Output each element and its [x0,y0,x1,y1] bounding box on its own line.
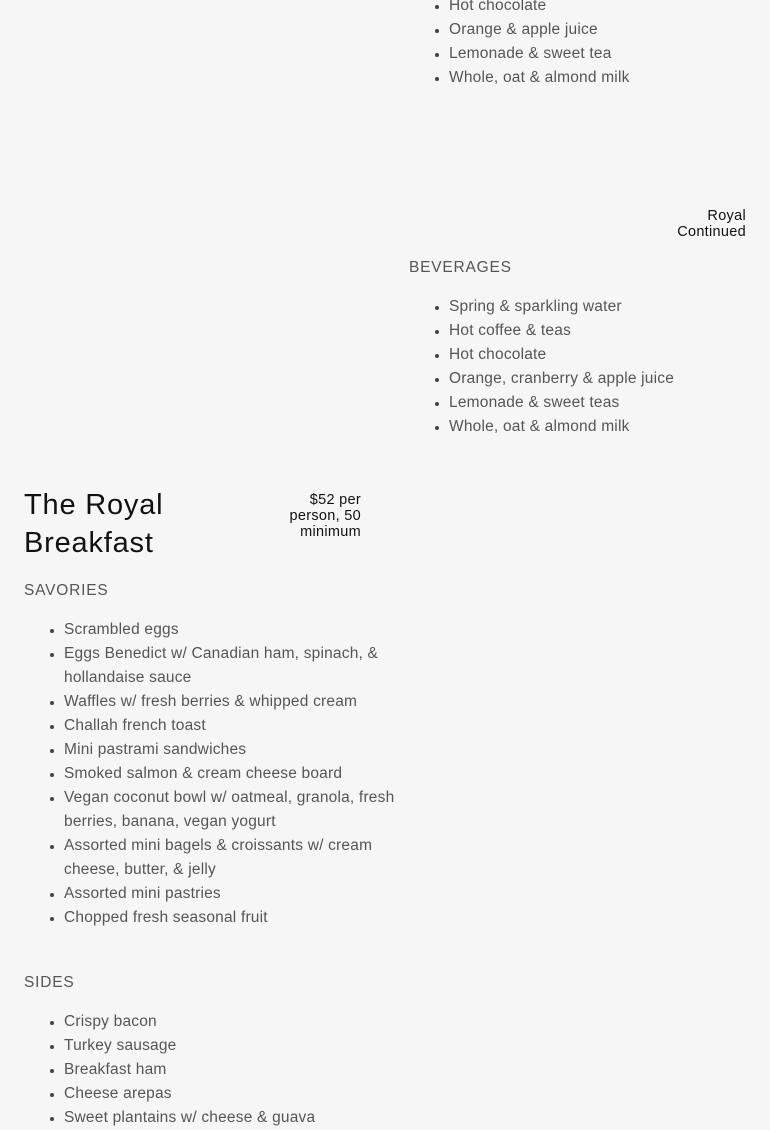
list-item: • Orange, cranberry & apple juice [449,367,770,391]
price-line-1: $52 per [309,492,361,508]
sides-heading: SIDES [24,974,75,991]
list-item: • Assorted mini pastries [64,882,404,906]
list-item: • Mini pastrami sandwiches [64,738,404,762]
savories-list [24,618,404,930]
list-item: • Breakfast ham [64,1058,404,1082]
list-item: • Turkey sausage [64,1034,404,1058]
list-item: • Lemonade & sweet teas [449,391,770,415]
list-item: • Hot coffee & teas [449,319,770,343]
price-note [240,492,361,540]
list-item: • Orange & apple juice [449,18,770,42]
continued-line-1: Royal [707,208,746,224]
list-item: • Hot chocolate [449,343,770,367]
menu-title-line-2: Breakfast [24,527,154,559]
continued-note [600,208,746,240]
beverages-heading: BEVERAGES [409,259,512,276]
list-item: • Assorted mini bagels & croissants w/ cream cheese, butter, & jelly [64,834,404,882]
list-item: • Cheese arepas [64,1082,404,1106]
list-item: • Crispy bacon [64,1010,404,1034]
list-item: • Whole, oat & almond milk [449,415,770,439]
top-beverages-list [409,0,770,90]
beverages-list [409,295,770,439]
list-item: • Challah french toast [64,714,404,738]
list-item: • Whole, oat & almond milk [449,66,770,90]
price-line-3: minimum [300,524,361,540]
list-item: • Waffles w/ fresh berries & whipped cream [64,690,404,714]
sides-list [24,1010,404,1130]
list-item: • Lemonade & sweet tea [449,42,770,66]
list-item: • Chopped fresh seasonal fruit [64,906,404,930]
continued-line-2: Continued [677,224,746,240]
list-item: • Scrambled eggs [64,618,404,642]
list-item: • Hot chocolate [449,0,770,18]
list-item: • Smoked salmon & cream cheese board [64,762,404,786]
menu-title [24,486,274,562]
list-item: • Eggs Benedict w/ Canadian ham, spinach, & hollandaise sauce [64,642,404,690]
price-line-2: person, 50 [289,508,361,524]
savories-heading: SAVORIES [24,582,109,599]
list-item: • Vegan coconut bowl w/ oatmeal, granola, fresh berries, banana, vegan yogurt [64,786,404,834]
list-item: • Sweet plantains w/ cheese & guava [64,1106,404,1130]
menu-title-line-1: The Royal [24,489,164,521]
list-item: • Spring & sparkling water [449,295,770,319]
